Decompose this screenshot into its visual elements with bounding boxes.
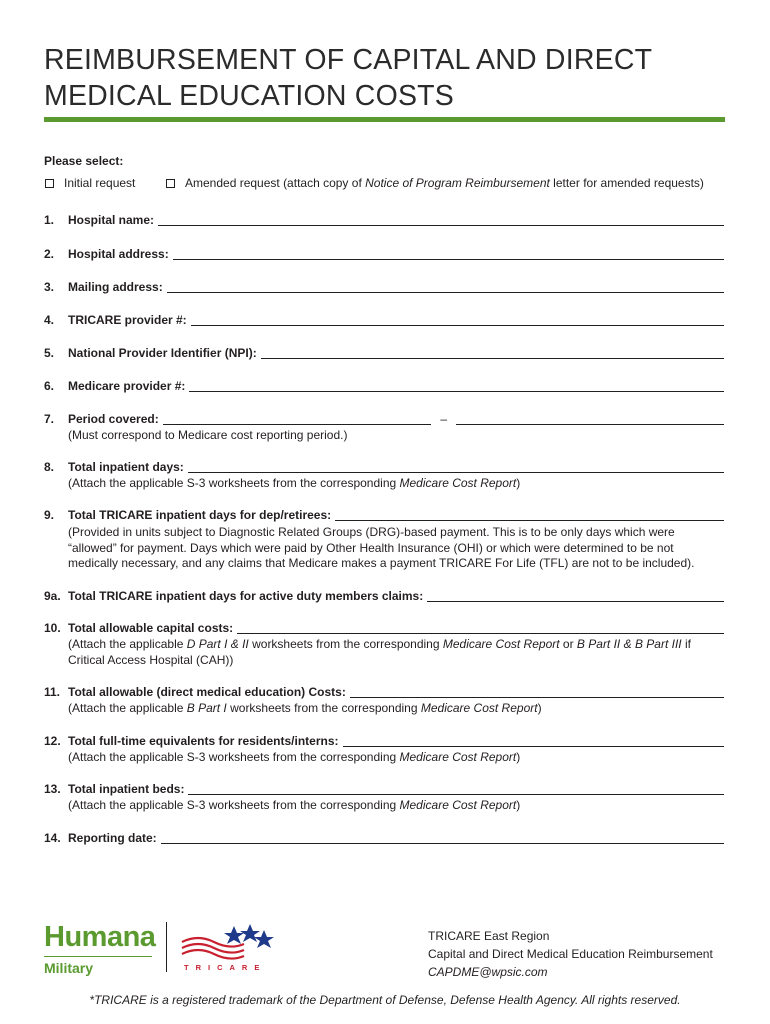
tricare-dep-days-field [44,508,724,523]
tricare-logo [178,918,280,976]
hospital-address-field [44,247,724,262]
hospital-name-field [44,213,724,228]
fte-residents-note: (Attach the applicable S-3 worksheets from the corresponding Medicare Cost Report) [68,750,521,764]
amended-request-label: Amended request (attach copy of Notice of Program Reimbursement letter for amended requests) [185,176,704,190]
period-covered-label: Period covered: [68,412,159,426]
field-number: 9. [44,508,55,522]
dme-costs-label: Total allowable (direct medical education) Costs: [68,685,346,699]
field-number: 12. [44,734,61,748]
capital-costs-field [44,621,724,636]
field-number: 13. [44,782,61,796]
npi-field [44,346,724,361]
amended-request-option[interactable] [166,176,704,190]
tricare-provider-label: TRICARE provider #: [68,313,187,327]
field-number: 14. [44,831,61,845]
period-start-input[interactable] [163,412,432,425]
tricare-dep-days-note: (Provided in units subject to Diagnostic Related Groups (DRG)-based payment. This is to be only days which were “allowed” for payment. Days which were paid by Other Health Insurance (OHI) or which were determined to be not medically necessary, and any claims that Medicare makes a payment TRICARE For Life (TFL) are not to be included). [68,525,695,570]
field-number: 9a. [44,589,61,603]
npi-label: National Provider Identifier (NPI): [68,346,257,360]
fte-residents-input[interactable] [343,734,725,747]
humana-military-logo [44,922,155,976]
mailing-address-input[interactable] [167,280,724,293]
title-divider [44,117,725,122]
hospital-name-label: Hospital name: [68,213,155,227]
npi-input[interactable] [261,346,724,359]
inpatient-beds-label: Total inpatient beds: [68,782,185,796]
humana-logo-rule [44,956,152,957]
hospital-address-input[interactable] [173,247,724,260]
period-covered-note: (Must correspond to Medicare cost reporting period.) [68,428,348,442]
inpatient-beds-input[interactable] [188,782,724,795]
hospital-name-input[interactable] [158,213,724,226]
reporting-date-field [44,831,724,846]
title-line-2: MEDICAL EDUCATION COSTS [44,80,454,112]
medicare-provider-label: Medicare provider #: [68,379,186,393]
active-duty-days-input[interactable] [427,589,724,602]
reporting-date-input[interactable] [161,831,724,844]
dme-costs-input[interactable] [350,685,724,698]
field-number: 8. [44,460,55,474]
period-separator: – [440,412,447,426]
mailing-address-label: Mailing address: [68,280,163,294]
period-end-input[interactable] [456,412,724,425]
period-covered-field [44,412,724,427]
amended-request-checkbox[interactable] [166,179,175,188]
field-number: 11. [44,685,61,699]
title-line-1: REIMBURSEMENT OF CAPITAL AND DIRECT [44,44,653,76]
military-wordmark: Military [44,960,94,976]
total-inpatient-days-label: Total inpatient days: [68,460,184,474]
inpatient-beds-field [44,782,724,797]
medicare-provider-input[interactable] [189,379,724,392]
humana-wordmark: Humana [44,921,156,953]
reporting-date-label: Reporting date: [68,831,157,845]
capital-costs-note: (Attach the applicable D Part I & II worksheets from the corresponding Medicare Cost Report or B Part II & B Part III if Critical Access Hospital (CAH)) [68,637,691,667]
field-number: 6. [44,379,55,393]
mailing-address-field [44,280,724,295]
initial-request-label: Initial request [64,176,136,190]
dme-costs-note: (Attach the applicable B Part I worksheets from the corresponding Medicare Cost Report) [68,701,542,715]
fte-residents-label: Total full-time equivalents for residents/interns: [68,734,339,748]
capital-costs-input[interactable] [237,621,724,634]
initial-request-checkbox[interactable] [45,179,54,188]
contact-email[interactable]: CAPDME@wpsic.com [428,965,548,979]
page-title [44,42,652,114]
active-duty-days-label: Total TRICARE inpatient days for active duty members claims: [68,589,424,603]
active-duty-days-field [44,589,724,604]
tricare-stars [224,924,274,948]
fte-residents-field [44,734,724,749]
total-inpatient-days-field [44,460,724,475]
contact-department: Capital and Direct Medical Education Reimbursement [428,947,713,961]
field-number: 3. [44,280,55,294]
field-number: 7. [44,412,55,426]
total-inpatient-days-note: (Attach the applicable S-3 worksheets from the corresponding Medicare Cost Report) [68,476,521,490]
select-label: Please select: [44,154,124,168]
hospital-address-label: Hospital address: [68,247,169,261]
total-inpatient-days-input[interactable] [188,460,724,473]
tricare-wordmark: TRICARE [184,963,267,972]
tricare-provider-input[interactable] [191,313,724,326]
initial-request-option[interactable] [45,176,135,190]
field-number: 1. [44,213,55,227]
contact-region: TRICARE East Region [428,929,550,943]
logo-divider [166,922,167,972]
capital-costs-label: Total allowable capital costs: [68,621,234,635]
field-number: 2. [44,247,55,261]
inpatient-beds-note: (Attach the applicable S-3 worksheets from the corresponding Medicare Cost Report) [68,798,521,812]
tricare-provider-field [44,313,724,328]
medicare-provider-field [44,379,724,394]
field-number: 4. [44,313,55,327]
tricare-stripes [182,938,244,959]
tricare-dep-days-input[interactable] [335,508,724,521]
tricare-dep-days-label: Total TRICARE inpatient days for dep/retirees: [68,508,332,522]
contact-block [428,927,713,981]
field-number: 5. [44,346,55,360]
trademark-footnote: *TRICARE is a registered trademark of the Department of Defense, Defense Health Agency. All rights reserved. [89,993,681,1007]
dme-costs-field [44,685,724,700]
field-number: 10. [44,621,61,635]
